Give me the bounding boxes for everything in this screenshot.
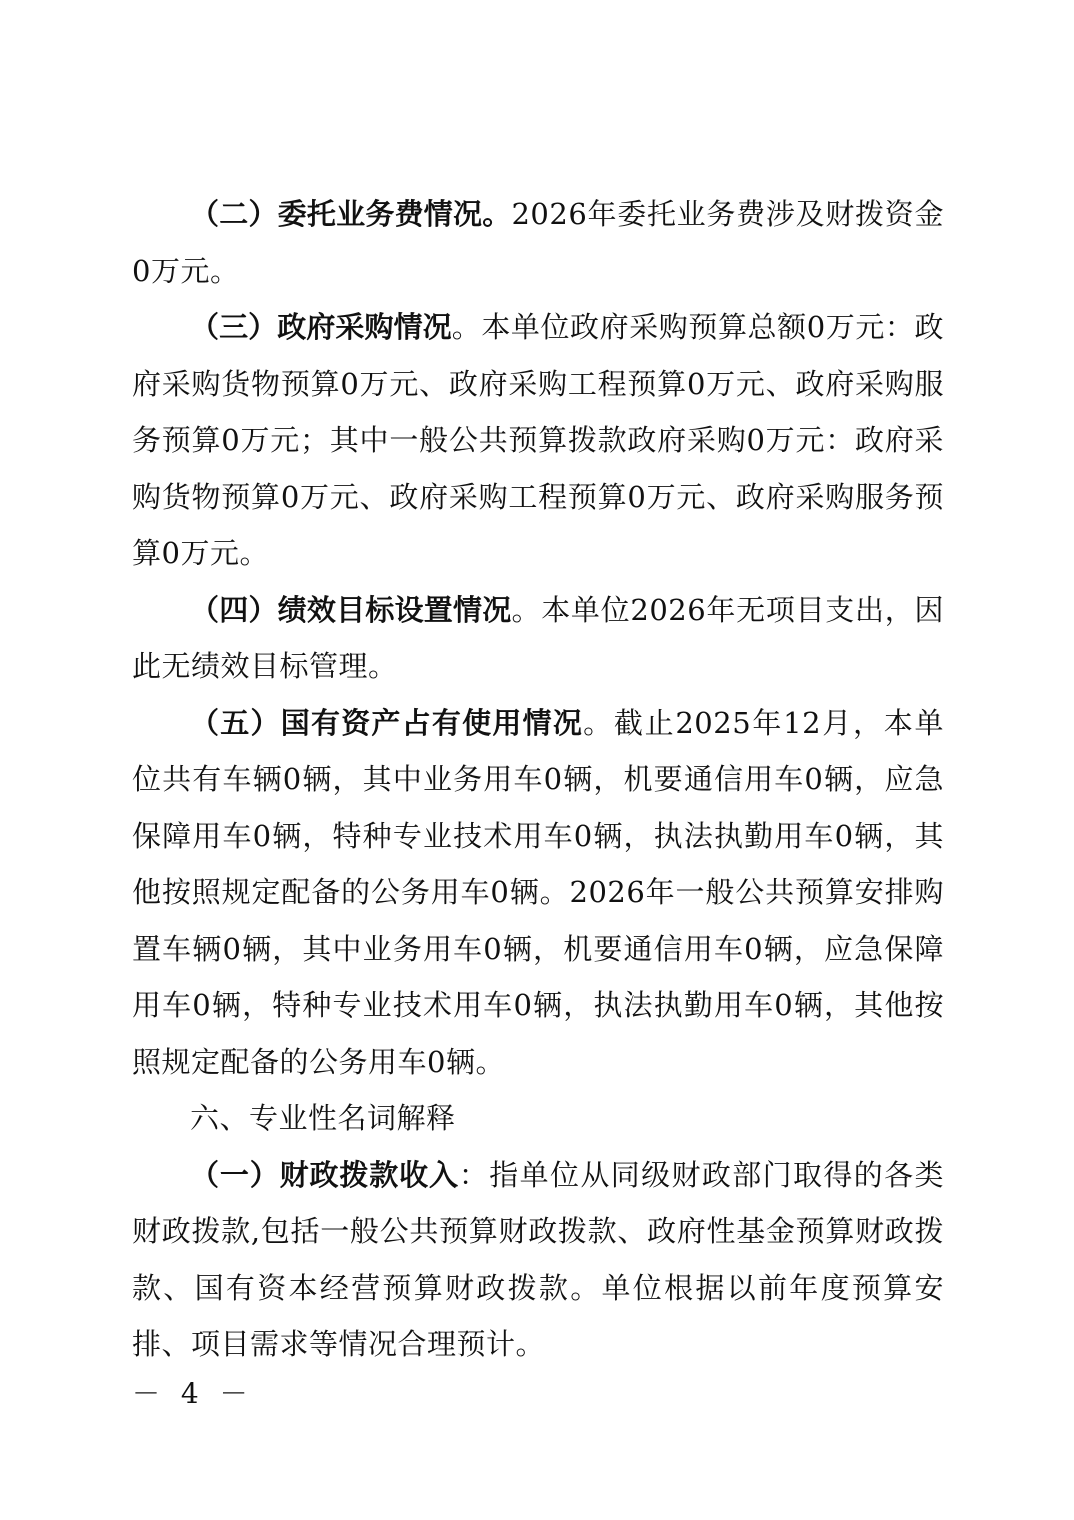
paragraph-government-procurement <box>132 299 944 582</box>
text-entrusted-business-fee: 2026年委托业务费涉及财拨资金0万元。 <box>132 197 944 288</box>
text-performance-targets: 。本单位2026年无项目支出，因此无绩效目标管理。 <box>132 592 944 683</box>
page-number: － 4 － <box>132 1377 254 1410</box>
paragraph-state-owned-assets <box>132 695 944 1091</box>
heading-government-procurement: （三）政府采购情况 <box>190 310 452 344</box>
paragraph-fiscal-appropriation-income <box>132 1147 944 1373</box>
text-government-procurement: 。本单位政府采购预算总额0万元：政府采购货物预算0万元、政府采购工程预算0万元、政府采购服务预算0万元；其中一般公共预算拨款政府采购0万元：政府采购货物预算0万元、政府采购工程预算0万元、政府采购服务预算0万元。 <box>132 310 944 570</box>
heading-performance-targets: （四）绩效目标设置情况 <box>190 592 512 627</box>
paragraph-entrusted-business-fee <box>132 186 944 299</box>
text-fiscal-appropriation-income: ：指单位从同级财政部门取得的各类财政拨款,包括一般公共预算财政拨款、政府性基金预算财政拨款、国有资本经营预算财政拨款。单位根据以前年度预算安排、项目需求等情况合理预计。 <box>132 1157 944 1361</box>
heading-entrusted-business-fee: （二）委托业务费情况。 <box>190 197 512 231</box>
document-body <box>132 186 944 1373</box>
heading-state-owned-assets: （五）国有资产占有使用情况 <box>190 705 584 740</box>
text-state-owned-assets: 。截止2025年12月，本单位共有车辆0辆，其中业务用车0辆，机要通信用车0辆，应急保障用车0辆，特种专业技术用车0辆，执法执勤用车0辆，其他按照规定配备的公务用车0辆。2026年一般公共预算安排购置车辆0辆，其中业务用车0辆，机要通信用车0辆，应急保障用车0辆，特种专业技术用车0辆，执法执勤用车0辆，其他按照规定配备的公务用车0辆。 <box>132 705 944 1079</box>
paragraph-performance-targets <box>132 582 944 695</box>
heading-fiscal-appropriation-income: （一）财政拨款收入 <box>190 1157 459 1192</box>
section-title-terminology: 六、专业性名词解释 <box>190 1101 456 1135</box>
